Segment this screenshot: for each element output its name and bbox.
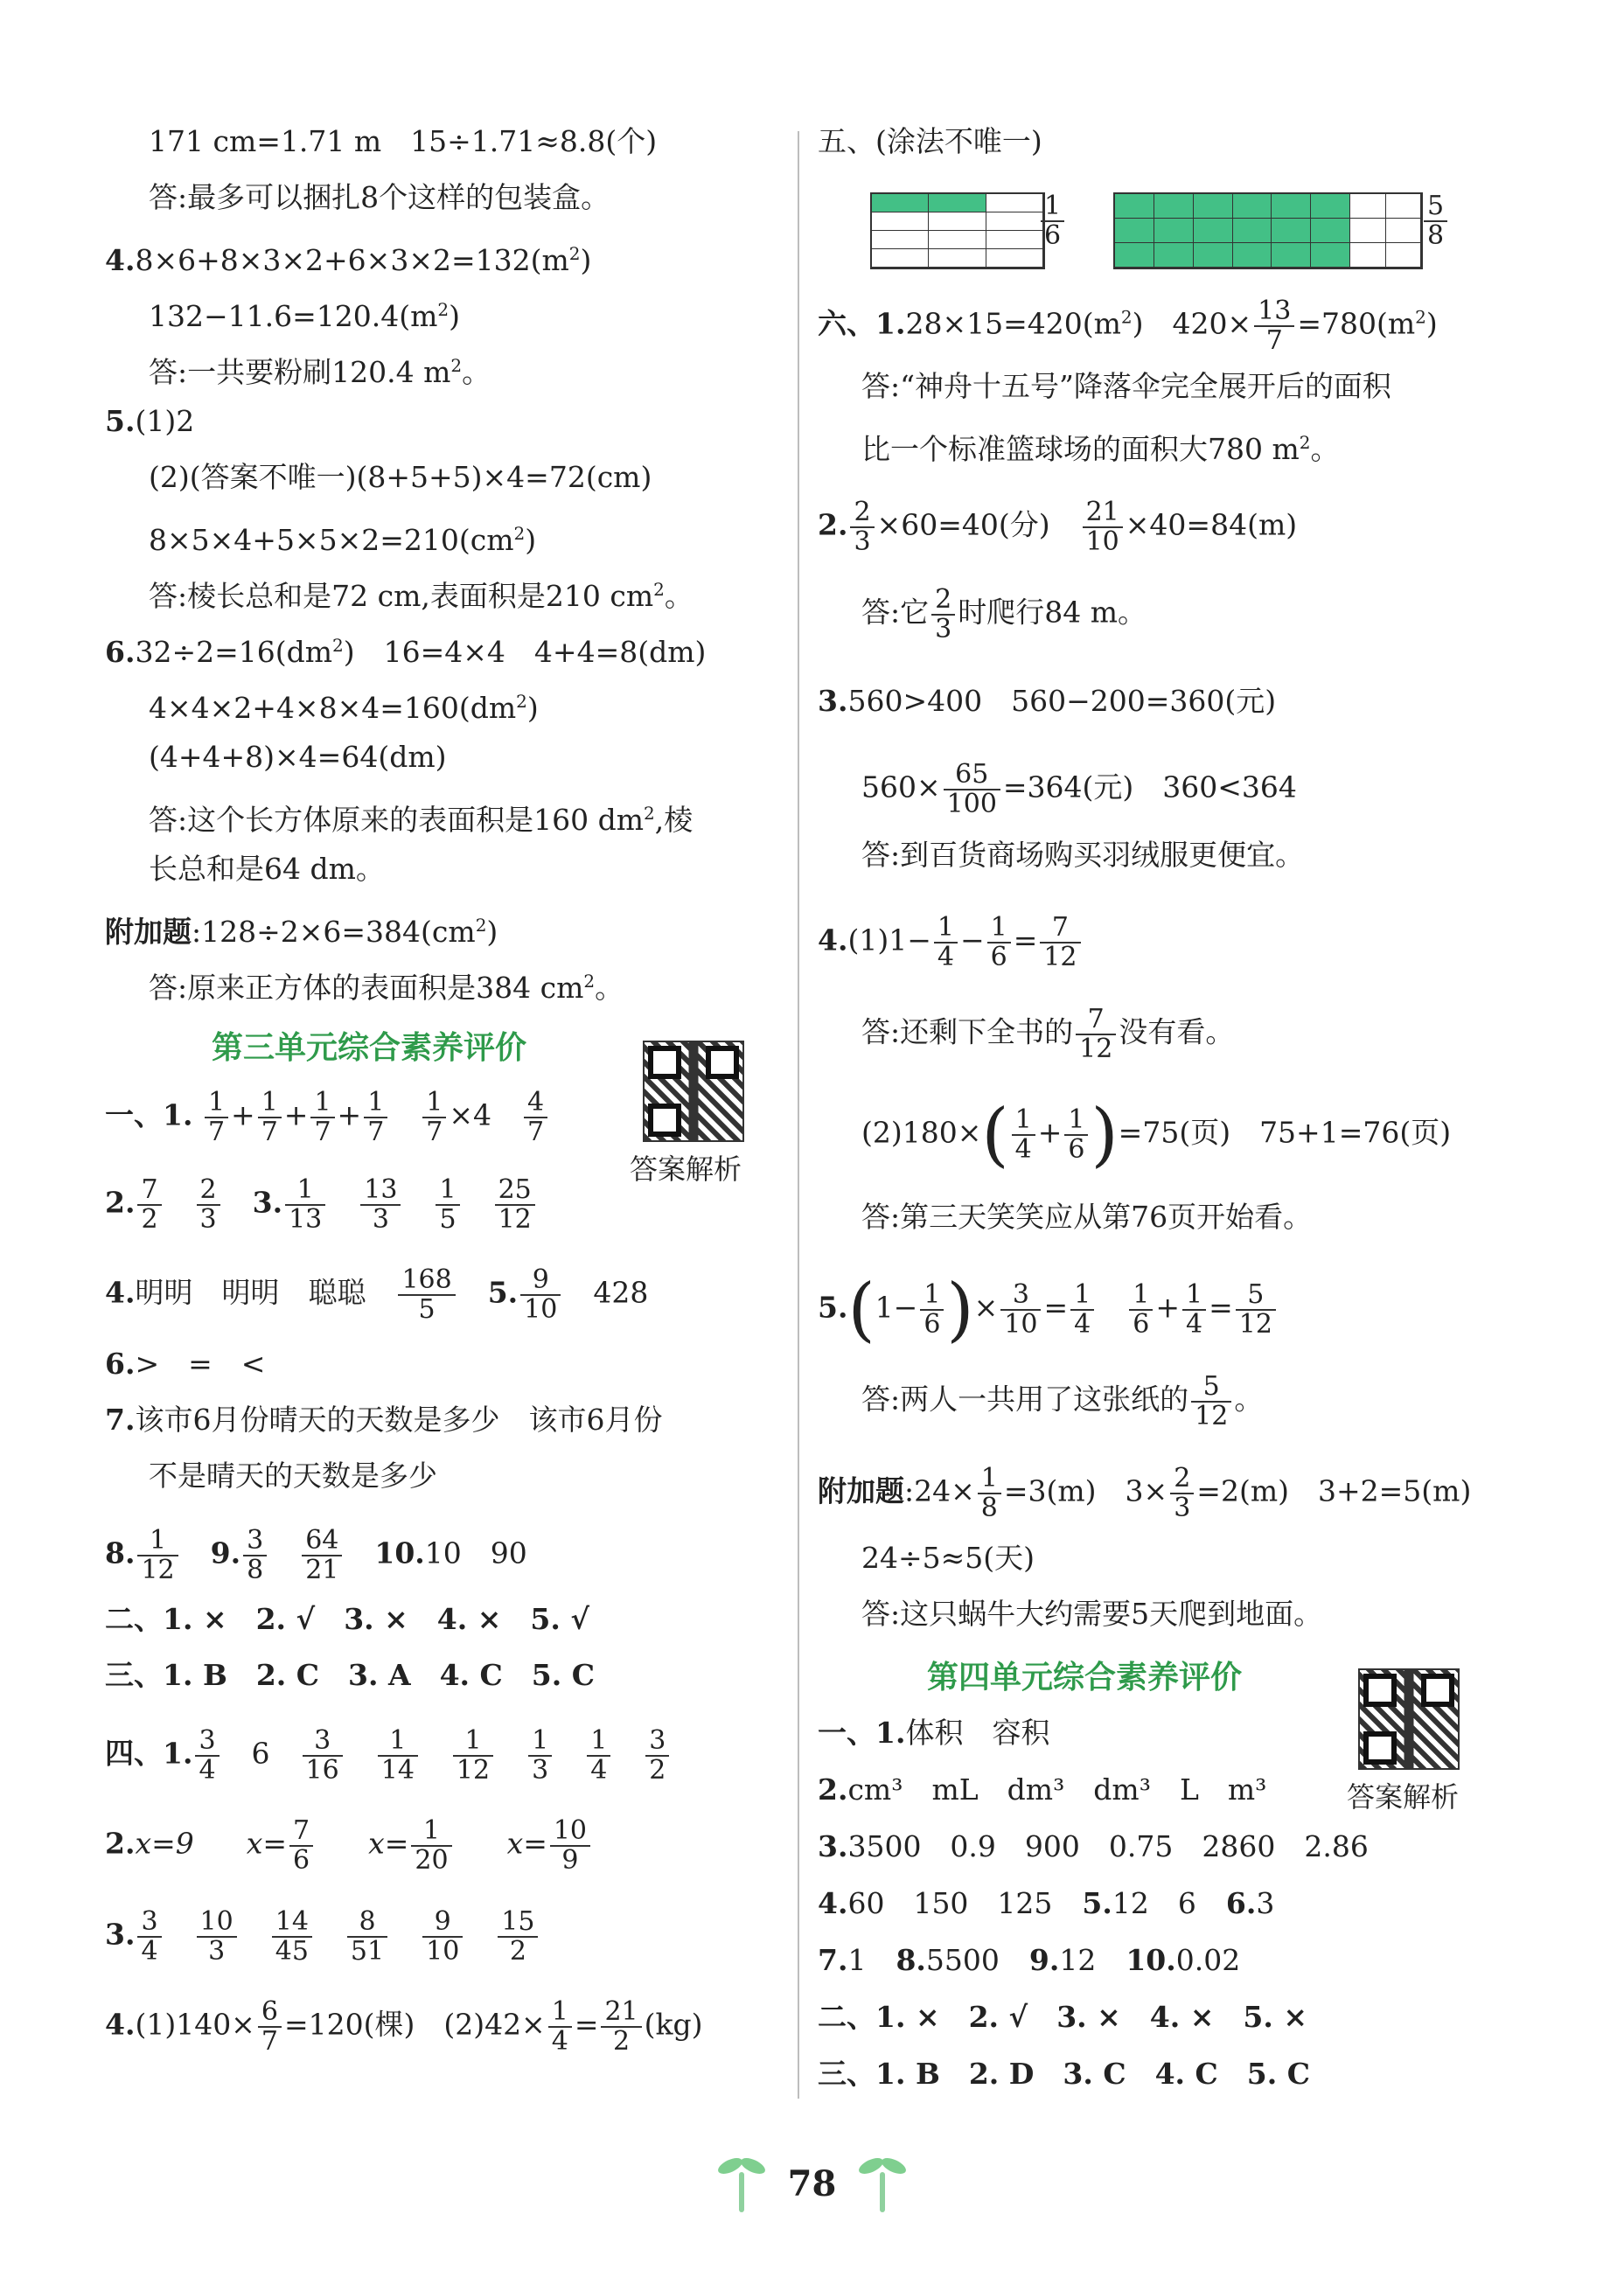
text-line: 答:还剩下全书的 $\frac{7}{12}$ 没有看。 (861, 1004, 1235, 1064)
text-line: 答:这只蜗牛大约需要5天爬到地面。 (861, 1597, 1323, 1631)
text-line: 答:到百货商场购买羽绒服更便宜。 (861, 838, 1305, 872)
unit3-heading: 第三单元综合素养评价 (212, 1030, 527, 1066)
text-line: 答:这个长方体原来的表面积是160 $dm^2$,棱 (149, 803, 694, 837)
text-line: 长总和是64 dm。 (149, 852, 385, 886)
column-divider (798, 131, 799, 2099)
grid-fraction-label: $\frac{5}{8}$ (1421, 192, 1450, 249)
section-4-q1: 四、1. $\frac{3}{4}$ 6 $\frac{3}{16}$ $\frac{1}{14}$ $\frac{1}{12}$ $\frac{1}{3}$ $\frac{1}{4}$ $\frac{3}{2}$ (105, 1727, 672, 1784)
text-line: 答:原来正方体的表面积是384 $cm^2$。 (149, 971, 624, 1005)
section-5: 五、(涂法不唯一) (818, 124, 1042, 158)
s1-q1: 一、1. $\frac{1}{7}$ + $\frac{1}{7}$ + $\frac{1}{7}$ + $\frac{1}{7}$ $\frac{1}{7}$ ×4 $\frac{4}{7}$ (105, 1089, 550, 1145)
grid-fraction-label: $\frac{1}{6}$ (1038, 192, 1067, 249)
text-line: (4+4+8)×4=64(dm) (149, 740, 447, 774)
page-number: 78 (787, 2162, 837, 2204)
text-line: $8\times 5\times 4+5\times 5\times 2=210(cm^2)$ (149, 523, 537, 557)
text-line: 24÷5≈5(天) (861, 1541, 1035, 1575)
text-line: 答:第三天笑笑应从第76页开始看。 (861, 1200, 1313, 1234)
text-line: 答:两人一共用了这张纸的 $\frac{5}{12}$ 。 (861, 1371, 1264, 1431)
u4-section-2: 二、1. × 2. √ 3. × 4. × 5. × (818, 2000, 1307, 2034)
s1-q6: 6.> = < (105, 1347, 266, 1381)
text-line: 比一个标准篮球场的面积大780 $m^2$。 (861, 432, 1340, 466)
question-2: 2. $\frac{2}{3}$ ×60=40(分) $\frac{21}{10}$ ×40=84(m) (818, 497, 1298, 557)
fraction-grid-five-eighths (1113, 192, 1423, 269)
fraction-grid-one-sixth (870, 192, 1045, 269)
text-line: (2)180×( $\frac{1}{4}$ + $\frac{1}{6}$ )=75(页) 75+1=76(页) (861, 1093, 1452, 1175)
palm-tree-icon (715, 2153, 768, 2214)
text-line: 560× $\frac{65}{100}$ =364(元) 360<364 (861, 759, 1297, 819)
s1-q7: 7.该市6月份晴天的天数是多少 该市6月份 (105, 1403, 663, 1437)
s1-q4-q5: 4.明明 明明 聪聪 $\frac{168}{5}$ 5. $\frac{9}{10}$ 428 (105, 1264, 649, 1325)
text-line: 171 cm=1.71 m 15÷1.71≈8.8(个) (149, 124, 658, 158)
qr-code-icon[interactable] (643, 1041, 744, 1142)
u4-section-3: 三、1. B 2. D 3. C 4. C 5. C (818, 2057, 1310, 2091)
u4-q2: 2.cm³ mL dm³ dm³ L m³ (818, 1772, 1267, 1807)
section-4-q3: 3. $\frac{3}{4}$ $\frac{10}{3}$ $\frac{14}{45}$ $\frac{8}{51}$ $\frac{9}{10}$ $\frac{15}{2}$ (105, 1908, 540, 1965)
bonus-question: 附加题:24× $\frac{1}{8}$ =3(m) 3× $\frac{2}{3}$ =2(m) 3+2=5(m) (818, 1463, 1472, 1523)
qr-label: 答案解析 (630, 1152, 742, 1186)
question-6: $6.32\div 2=16(dm^2)$ 16=4×4 4+4=8(dm) (105, 635, 707, 669)
question-5: 5.(1− $\frac{1}{6}$ )× $\frac{3}{10}$ = $\frac{1}{4}$ $\frac{1}{6}$ + $\frac{1}{4}$ = $\frac{5}{12}$ (818, 1281, 1279, 1338)
unit4-heading: 第四单元综合素养评价 (927, 1660, 1243, 1696)
section-4-q2: 2.x=9 x= $\frac{7}{6}$ x= $\frac{1}{20}$ x= $\frac{10}{9}$ (105, 1817, 593, 1874)
bonus-question: 附加题$:128\div 2\times 6=384(cm^2)$ (105, 915, 498, 949)
text-line: (2)(答案不唯一)(8+5+5)×4=72(cm) (149, 460, 652, 494)
text-line: $4\times 4\times 2+4\times 8\times 4=160(dm^2)$ (149, 691, 539, 725)
text-line: 答:它 $\frac{2}{3}$ 时爬行84 m。 (861, 584, 1147, 644)
text-line: 答:“神舟十五号”降落伞完全展开后的面积 (861, 369, 1391, 403)
section-6-q1: 六、$1.28\times 15=420(m^2)$ 420× $\frac{13}{7}$ $=780(m^2)$ (818, 296, 1438, 356)
section-2: 二、1. × 2. √ 3. × 4. × 5. √ (105, 1602, 590, 1636)
qr-label: 答案解析 (1347, 1780, 1460, 1814)
qr-code-icon[interactable] (1358, 1668, 1460, 1770)
u4-s1: 一、1.体积 容积 (818, 1716, 1050, 1750)
palm-tree-icon (856, 2153, 909, 2214)
page-footer (0, 2153, 1624, 2214)
question-4: $4.8\times 6+8\times 3\times 2+6\times 3\times 2=132(m^2)$ (105, 243, 592, 277)
text-line: $132-11.6=120.4(m^2)$ (149, 299, 461, 333)
text-line: 不是晴天的天数是多少 (149, 1459, 437, 1493)
question-4: 4.(1)1− $\frac{1}{4}$ − $\frac{1}{6}$ = $\frac{7}{12}$ (818, 914, 1084, 971)
u4-q7-q10: 7.1 8.5500 9.12 10.0.02 (818, 1943, 1241, 1977)
u4-q4-q6: 4.60 150 125 5.12 6 6.3 (818, 1886, 1275, 1920)
text-line: 答:一共要粉刷120.4 $m^2$。 (149, 355, 491, 389)
question-5: 5.(1)2 (105, 404, 195, 438)
s1-q2-q3: 2. $\frac{7}{2}$ $\frac{2}{3}$ 3. $\frac{1}{13}$ $\frac{13}{3}$ $\frac{1}{5}$ $\frac{25}{12}$ (105, 1176, 538, 1233)
question-3: 3.560>400 560−200=360(元) (818, 684, 1277, 718)
section-4-q4: 4.(1)140× $\frac{6}{7}$ =120(棵) (2)42× $\frac{1}{4}$ = $\frac{21}{2}$ (kg) (105, 1996, 703, 2057)
s1-q8-q10: 8. $\frac{1}{12}$ 9. $\frac{3}{8}$ $\frac{64}{21}$ 10.10 90 (105, 1525, 527, 1585)
text-line: 答:最多可以捆扎8个这样的包装盒。 (149, 180, 610, 214)
u4-q3: 3.3500 0.9 900 0.75 2860 2.86 (818, 1829, 1369, 1863)
text-line: 答:棱长总和是72 cm,表面积是210 $cm^2$。 (149, 579, 694, 613)
section-3: 三、1. B 2. C 3. A 4. C 5. C (105, 1658, 595, 1692)
